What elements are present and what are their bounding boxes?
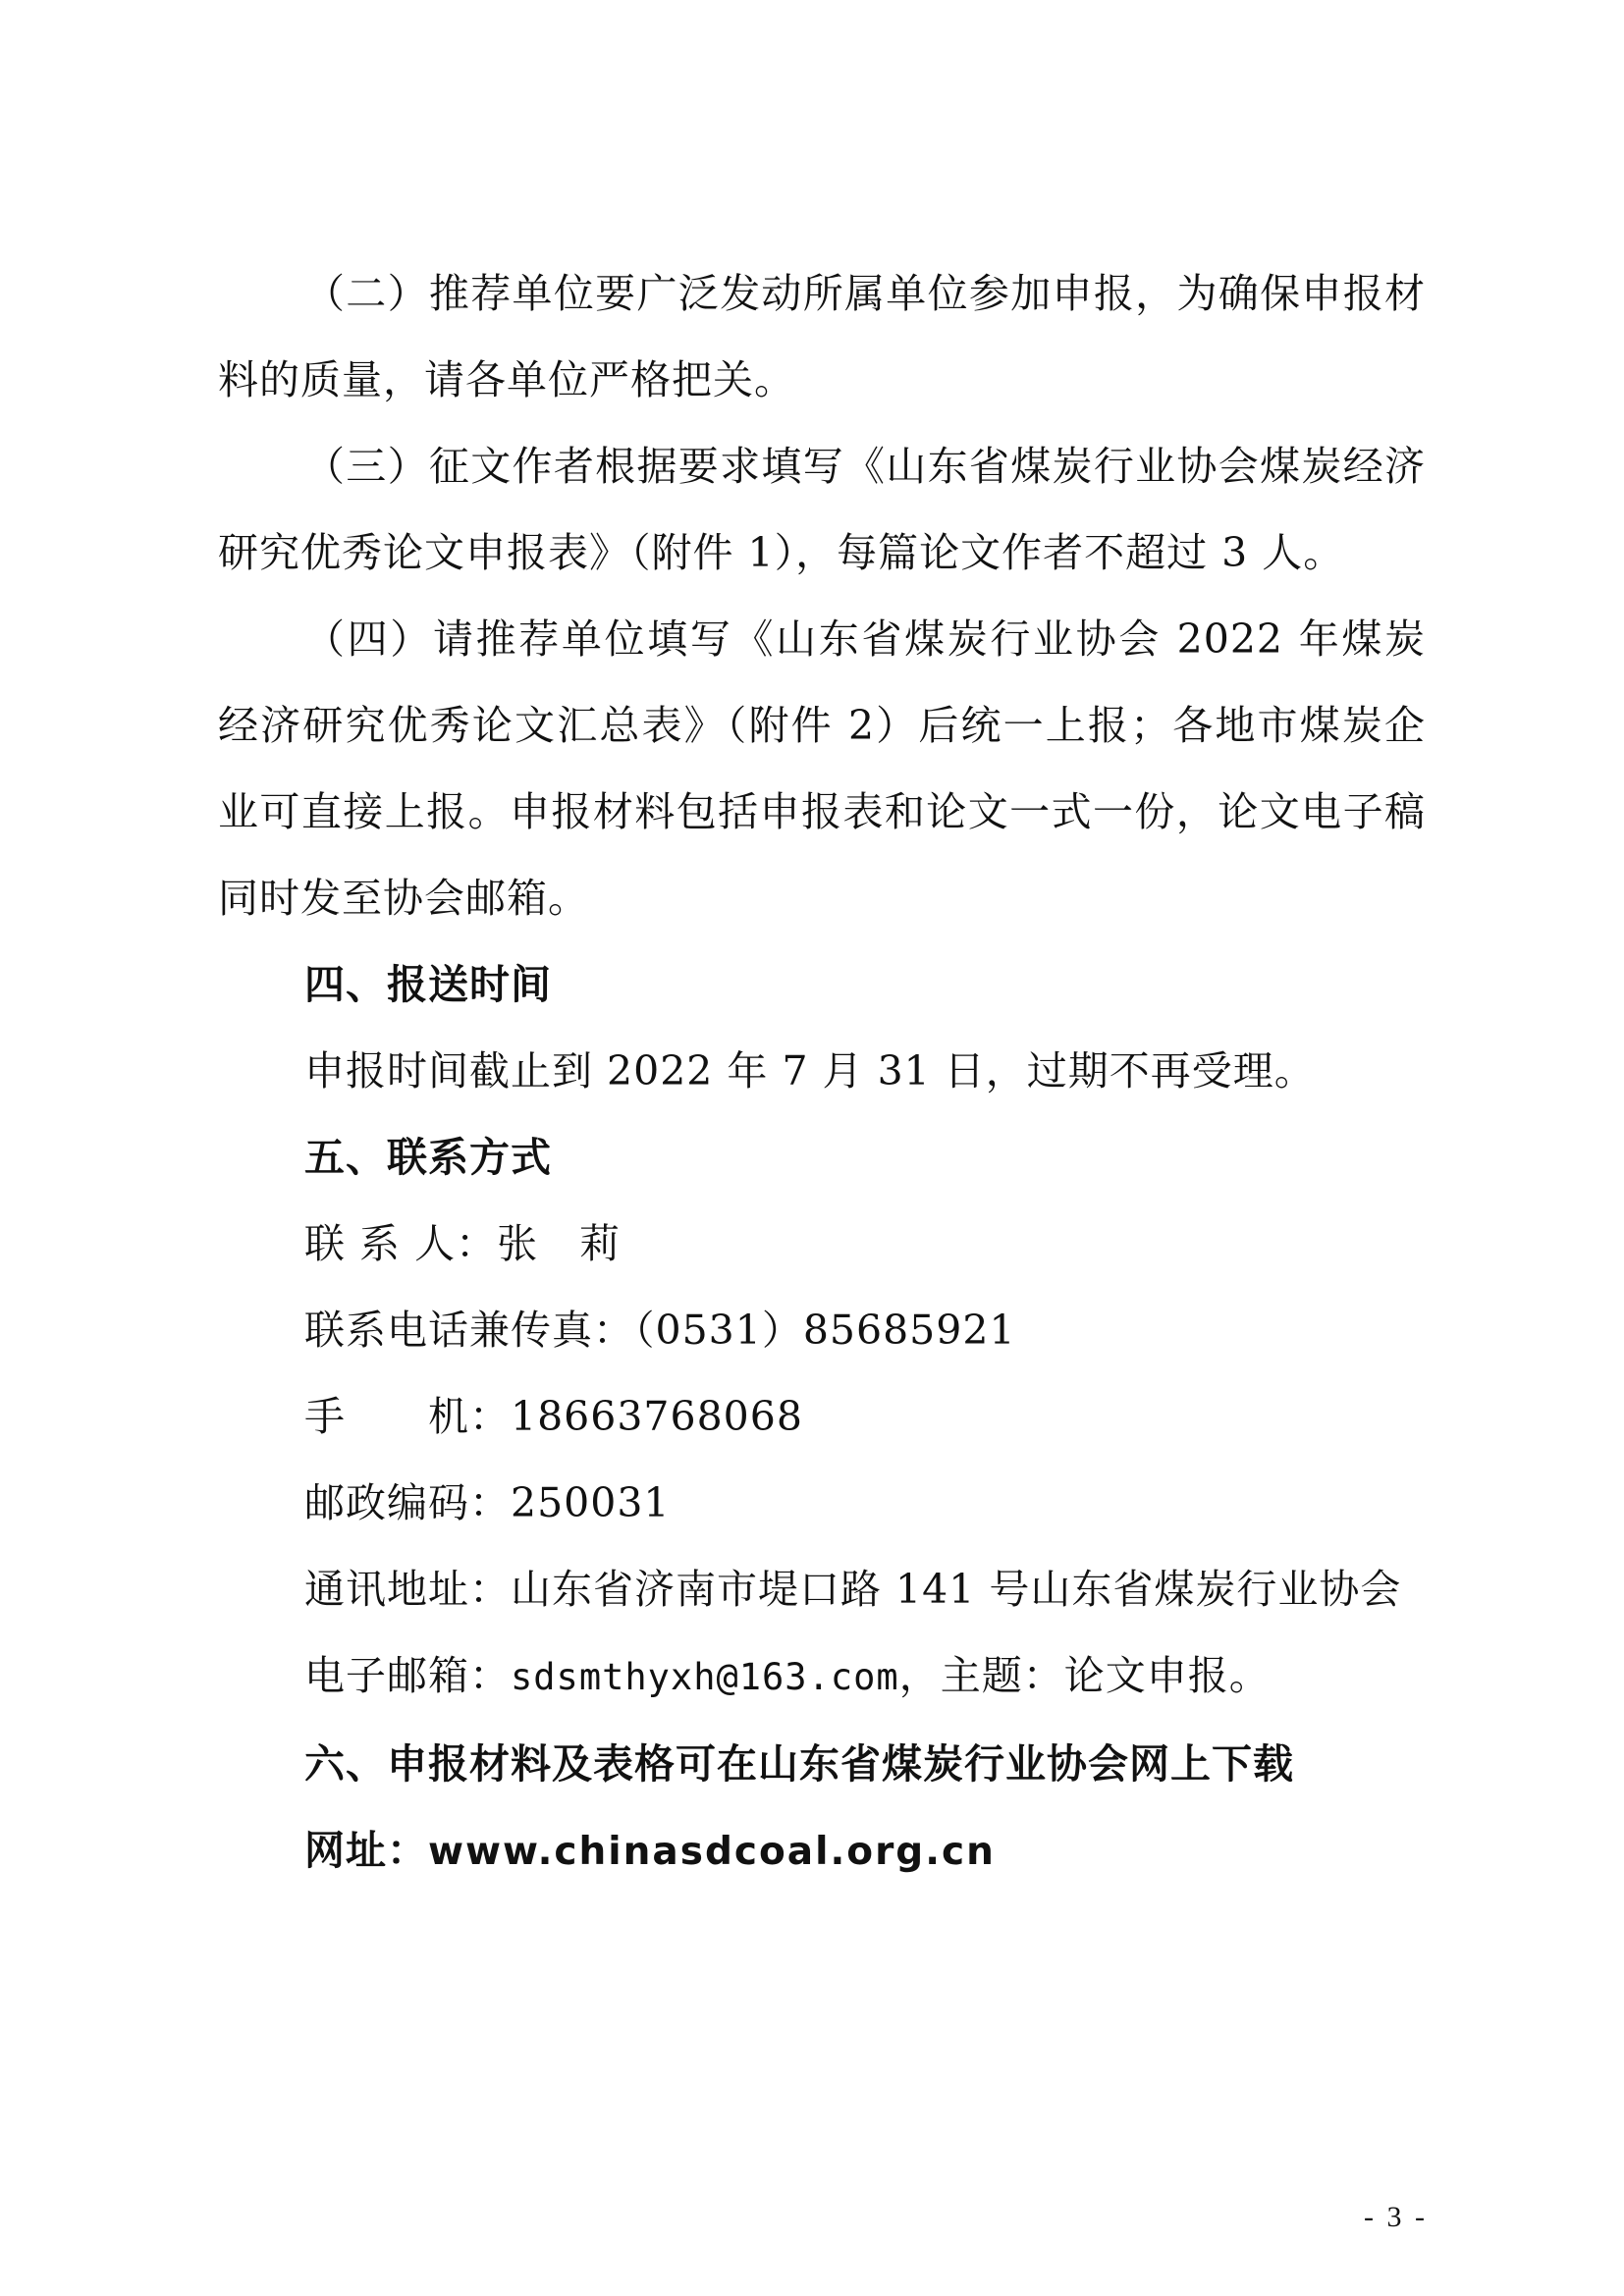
contact-phone-value: （0531）85685921 xyxy=(634,1307,1016,1354)
website-url-link[interactable]: www.chinasdcoal.org.cn xyxy=(428,1830,996,1874)
paragraph-recommend-units: （二）推荐单位要广泛发动所属单位参加申报，为确保申报材料的质量，请各单位严格把关。 xyxy=(218,270,1426,403)
website-line xyxy=(218,1807,1426,1896)
contact-email-line xyxy=(218,1632,1426,1721)
contact-address-value: 山东省济南市堤口路 141 号山东省煤炭行业协会 xyxy=(511,1566,1402,1613)
paragraph-author-form: （三）征文作者根据要求填写《山东省煤炭行业协会煤炭经济研究优秀论文申报表》（附件 1），每篇论文作者不超过 3 人。 xyxy=(218,443,1426,576)
contact-email-value[interactable]: sdsmthyxh@163.com xyxy=(511,1656,899,1698)
contact-mobile-line xyxy=(218,1373,1426,1460)
heading-submission-time: 四、报送时间 xyxy=(304,961,552,1008)
contact-mobile-label: 手 机： xyxy=(304,1393,511,1440)
heading-download-info: 六、申报材料及表格可在山东省煤炭行业协会网上下载 xyxy=(304,1740,1294,1788)
contact-address-line xyxy=(218,1546,1426,1632)
contact-person-label: 联 系 人： xyxy=(304,1220,498,1267)
website-label: 网址： xyxy=(304,1827,428,1874)
page-number: - 3 - xyxy=(1364,2201,1428,2233)
contact-mobile-value: 18663768068 xyxy=(511,1393,803,1440)
contact-postcode-value: 250031 xyxy=(511,1479,671,1526)
contact-person-line xyxy=(218,1201,1426,1287)
document-body xyxy=(218,250,1426,1896)
contact-phone-line xyxy=(218,1287,1426,1373)
contact-phone-label: 联系电话兼传真： xyxy=(304,1307,634,1354)
heading-contact-info: 五、联系方式 xyxy=(304,1134,552,1181)
contact-email-suffix: ，主题：论文申报。 xyxy=(898,1652,1271,1699)
contact-person-value: 张 莉 xyxy=(497,1220,622,1267)
paragraph-summary-form: （四）请推荐单位填写《山东省煤炭行业协会 2022 年煤炭经济研究优秀论文汇总表》（附件 2）后统一上报；各地市煤炭企业可直接上报。申报材料包括申报表和论文一式一份，论文电子稿同时发至协会邮箱。 xyxy=(218,615,1426,922)
contact-postcode-line xyxy=(218,1460,1426,1546)
contact-postcode-label: 邮政编码： xyxy=(304,1479,511,1526)
submission-deadline-text: 申报时间截止到 2022 年 7 月 31 日，过期不再受理。 xyxy=(304,1047,1316,1095)
contact-email-label: 电子邮箱： xyxy=(304,1652,511,1699)
contact-address-label: 通讯地址： xyxy=(304,1566,511,1613)
